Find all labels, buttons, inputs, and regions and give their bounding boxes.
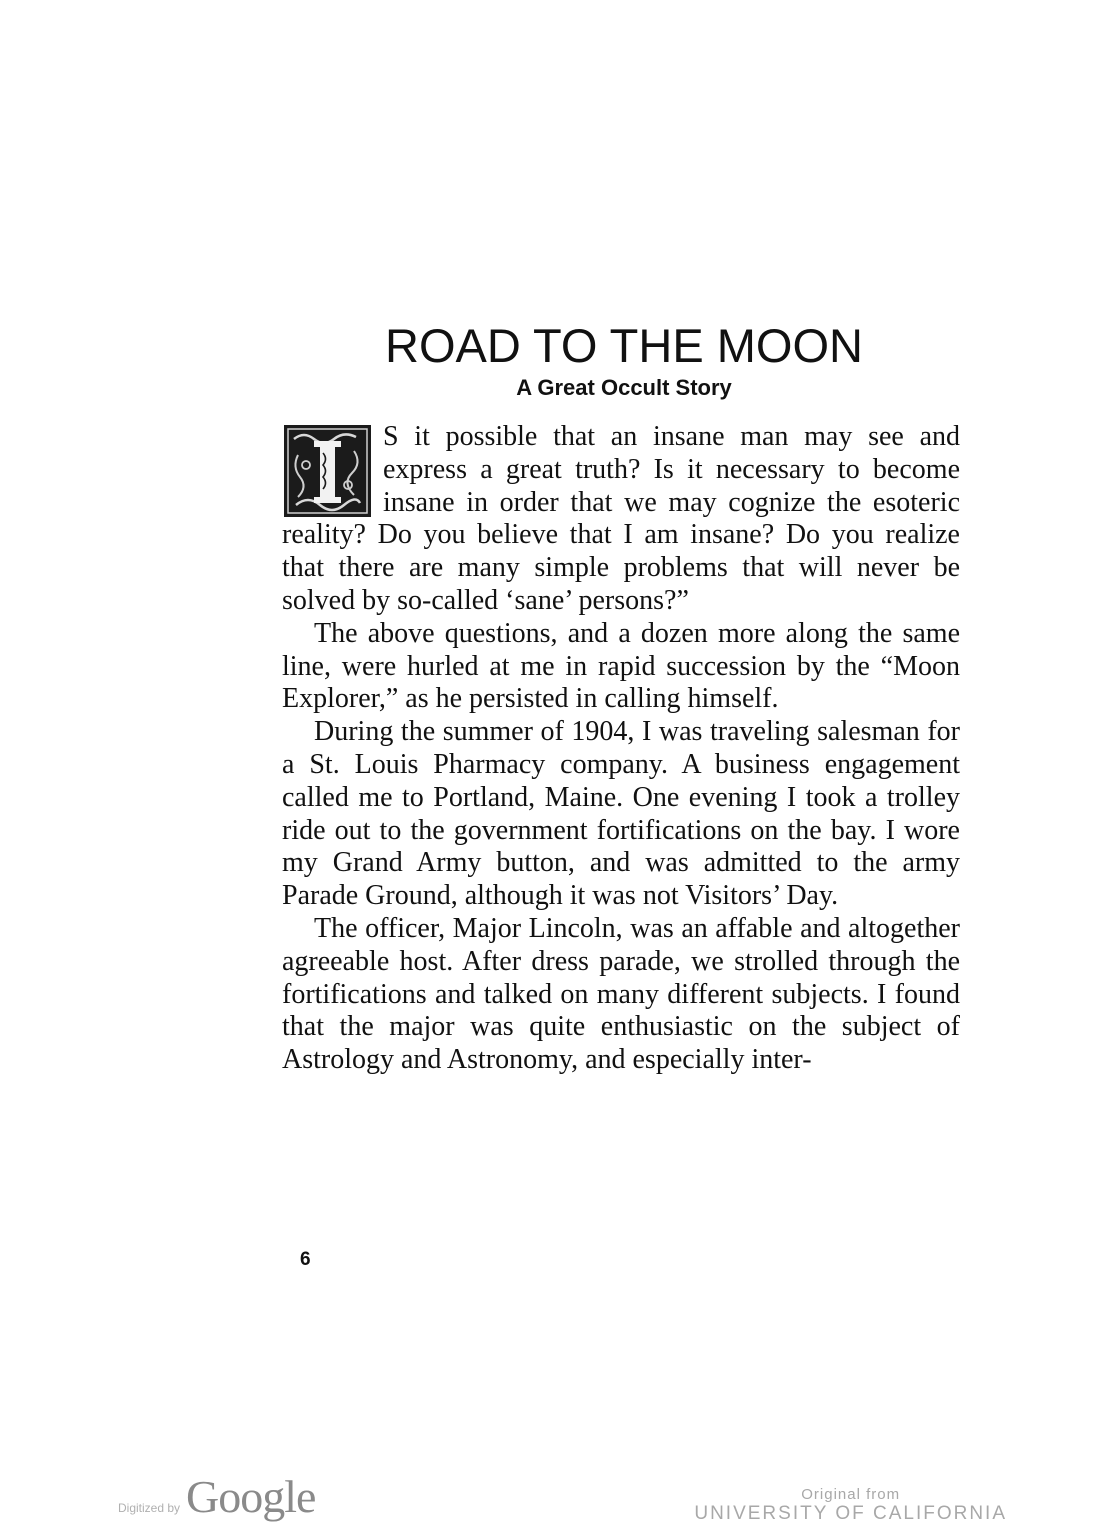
digitized-by-label: Digitized by [118, 1501, 181, 1515]
ornamental-drop-cap-icon [284, 425, 371, 517]
story-subtitle: A Great Occult Story [516, 375, 732, 400]
university-label: UNIVERSITY OF CALIFORNIA [694, 1503, 1007, 1524]
paragraph-3: During the summer of 1904, I was traveling salesman for a St. Louis Pharmacy company. A business engagement called me to Portland, Maine. One evening I took a trolley ride out to the government fortifications on the bay. I wore my Grand Army button, and was admitted to the army Parade Ground, although it was not Visitors’ Day. [282, 716, 960, 912]
original-from-watermark [694, 1486, 1007, 1525]
paragraph-1 [282, 421, 960, 618]
page-number: 6 [300, 1249, 311, 1270]
story-title: ROAD TO THE MOON [385, 319, 863, 372]
google-logo: Google [186, 1471, 316, 1522]
original-from-label: Original from [801, 1486, 901, 1503]
digitized-by-google-watermark [118, 1470, 315, 1523]
story-body [282, 421, 960, 1077]
paragraph-1-text: S it possible that an insane man may see and express a great truth? Is it necessary to become insane in order that we may cognize the esoteric reality? Do you believe that I am insane? Do you realize that there are many simple problems that will never be solved by so-called ‘sane’ persons?” [282, 421, 960, 616]
paragraph-2: The above questions, and a dozen more along the same line, were hurled at me in rapid succession by the “Moon Explorer,” as he persisted in calling himself. [282, 617, 960, 715]
paragraph-4: The officer, Major Lincoln, was an affable and altogether agreeable host. After dress parade, we strolled through the fortifications and talked on many different subjects. I found that the major was quite enthusiastic on the subject of Astrology and Astronomy, and especially inter- [282, 912, 960, 1076]
